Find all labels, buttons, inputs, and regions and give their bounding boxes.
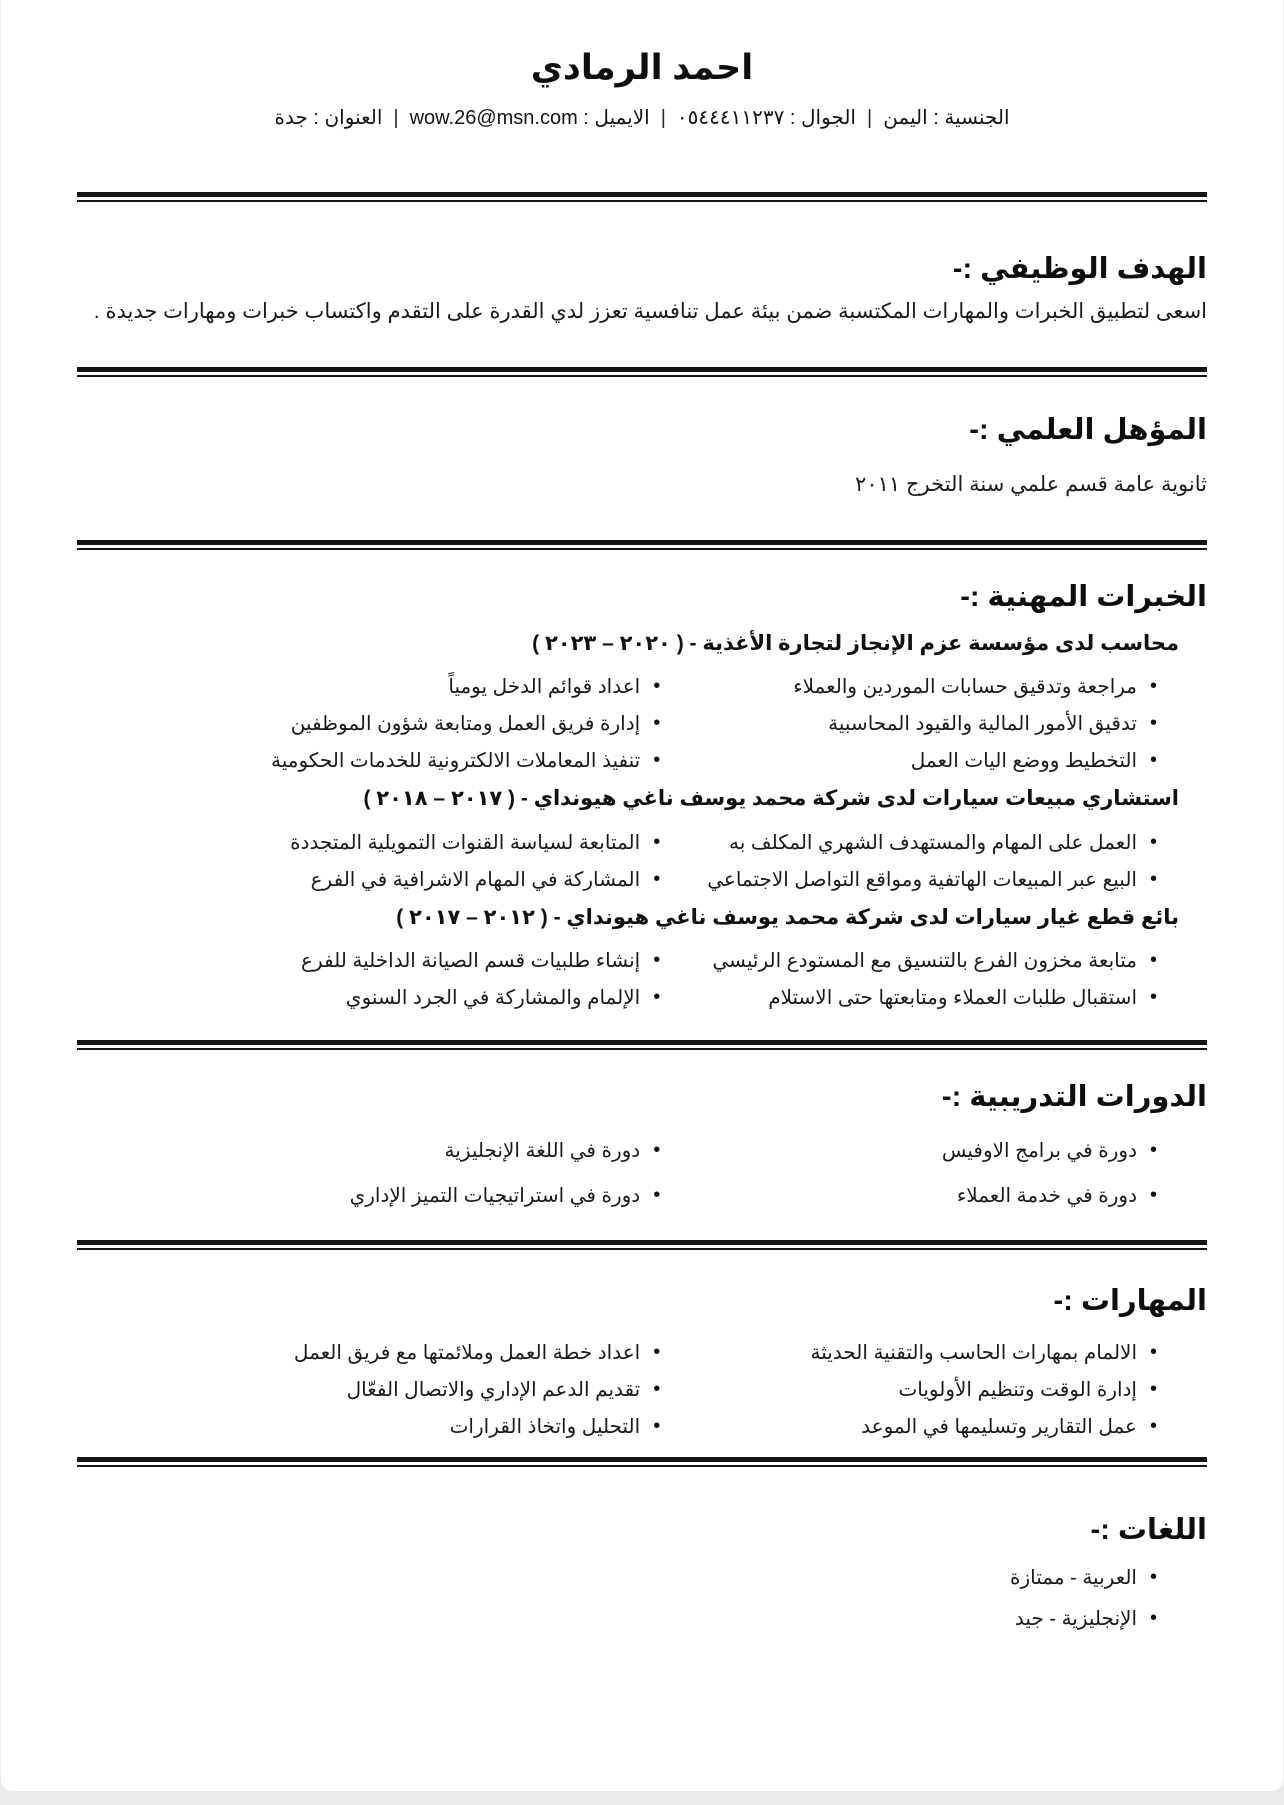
- bullet-item: • التحليل واتخاذ القرارات: [77, 1414, 660, 1441]
- job-title-accountant: محاسب لدى مؤسسة عزم الإنجاز لتجارة الأغذية - ( ٢٠٢٠ – ٢٠٢٣ ): [532, 631, 1179, 655]
- bullet-item: • إنشاء طلبيات قسم الصيانة الداخلية للفرع: [77, 948, 660, 975]
- bullet-item: • البيع عبر المبيعات الهاتفية ومواقع التواصل الاجتماعي: [660, 867, 1157, 894]
- bullet-item: • تنفيذ المعاملات الالكترونية للخدمات الحكومية: [77, 748, 660, 775]
- bullet-item: • اعداد خطة العمل وملائمتها مع فريق العمل: [77, 1340, 660, 1367]
- bullet-item: • دورة في برامج الاوفيس: [660, 1138, 1157, 1165]
- contact-line: [77, 104, 1207, 132]
- education-text: ثانوية عامة قسم علمي سنة التخرج ٢٠١١: [855, 472, 1207, 496]
- section-divider: [77, 1240, 1207, 1250]
- contact-email: الايميل : wow.26@msn.com: [409, 106, 650, 129]
- section-skills: [77, 1280, 1207, 1441]
- section-divider: [77, 1040, 1207, 1050]
- contact-phone: الجوال : ٠٥٤٤٤١١٢٣٧: [676, 106, 856, 129]
- bullet-item: • إدارة الوقت وتنظيم الأولويات: [660, 1377, 1157, 1404]
- bullet-item: • تدقيق الأمور المالية والقيود المحاسبية: [660, 711, 1157, 738]
- bullet-item: • اعداد قوائم الدخل يومياً: [77, 674, 660, 701]
- section-languages: [77, 1509, 1207, 1633]
- job-bullets: [77, 830, 1207, 894]
- bullet-item: • دورة في اللغة الإنجليزية: [77, 1138, 660, 1165]
- section-divider: [77, 540, 1207, 550]
- bullet-item: • استقبال طلبات العملاء ومتابعتها حتى الاستلام: [660, 985, 1157, 1012]
- person-name: احمد الرمادي: [530, 48, 754, 87]
- bullet-item: • العربية - ممتازة: [687, 1565, 1157, 1592]
- section-courses: [77, 1076, 1207, 1210]
- section-divider: [77, 367, 1207, 377]
- contact-nationality: الجنسية : اليمن: [883, 106, 1010, 129]
- languages-heading: اللغات :-: [1090, 1513, 1207, 1546]
- bullet-item: • الإلمام والمشاركة في الجرد السنوي: [77, 985, 660, 1012]
- bullet-item: • إدارة فريق العمل ومتابعة شؤون الموظفين: [77, 711, 660, 738]
- experience-heading: الخبرات المهنية :-: [960, 580, 1207, 613]
- contact-address: العنوان : جدة: [274, 106, 383, 129]
- bullet-item: • الإنجليزية - جيد: [687, 1606, 1157, 1633]
- section-experience: [77, 576, 1207, 1012]
- bullet-item: • المشاركة في المهام الاشرافية في الفرع: [77, 867, 660, 894]
- separator-pipe: [867, 104, 872, 132]
- objective-heading: الهدف الوظيفي :-: [952, 252, 1207, 285]
- skills-bullets: [77, 1340, 1207, 1441]
- resume-header: [77, 0, 1207, 132]
- bullet-item: • المتابعة لسياسة القنوات التمويلية المتجددة: [77, 830, 660, 857]
- section-divider: [77, 1457, 1207, 1467]
- separator-pipe: [661, 104, 666, 132]
- courses-bullets: [77, 1138, 1207, 1210]
- separator-pipe: [393, 104, 398, 132]
- job-bullets: [77, 674, 1207, 775]
- bullet-item: • العمل على المهام والمستهدف الشهري المكلف به: [660, 830, 1157, 857]
- job-title-sales-consultant: استشاري مبيعات سيارات لدى شركة محمد يوسف ناغي هيونداي - ( ٢٠١٧ – ٢٠١٨ ): [363, 787, 1179, 811]
- bullet-item: • دورة في استراتيجيات التميز الإداري: [77, 1183, 660, 1210]
- section-divider: [77, 192, 1207, 202]
- skills-heading: المهارات :-: [1053, 1284, 1207, 1317]
- bullet-item: • الالمام بمهارات الحاسب والتقنية الحديثة: [660, 1340, 1157, 1367]
- courses-heading: الدورات التدريبية :-: [941, 1080, 1207, 1113]
- education-heading: المؤهل العلمي :-: [969, 413, 1207, 446]
- section-education: [77, 409, 1207, 500]
- bullet-item: • متابعة مخزون الفرع بالتنسيق مع المستودع الرئيسي: [660, 948, 1157, 975]
- section-objective: [77, 248, 1207, 327]
- bullet-item: • التخطيط ووضع اليات العمل: [660, 748, 1157, 775]
- job-bullets: [77, 948, 1207, 1012]
- languages-bullets: [687, 1565, 1207, 1633]
- bullet-item: • تقديم الدعم الإداري والاتصال الفعّال: [77, 1377, 660, 1404]
- bullet-item: • مراجعة وتدقيق حسابات الموردين والعملاء: [660, 674, 1157, 701]
- objective-text: اسعى لتطبيق الخبرات والمهارات المكتسبة ضمن بيئة عمل تنافسية تعزز لدي القدرة على التقدم واكتساب خبرات ومهارات جديدة .: [93, 299, 1207, 323]
- bullet-item: • عمل التقارير وتسليمها في الموعد: [660, 1414, 1157, 1441]
- bullet-item: • دورة في خدمة العملاء: [660, 1183, 1157, 1210]
- job-title-spare-parts: بائع قطع غيار سيارات لدى شركة محمد يوسف ناغي هيونداي - ( ٢٠١٢ – ٢٠١٧ ): [396, 905, 1179, 929]
